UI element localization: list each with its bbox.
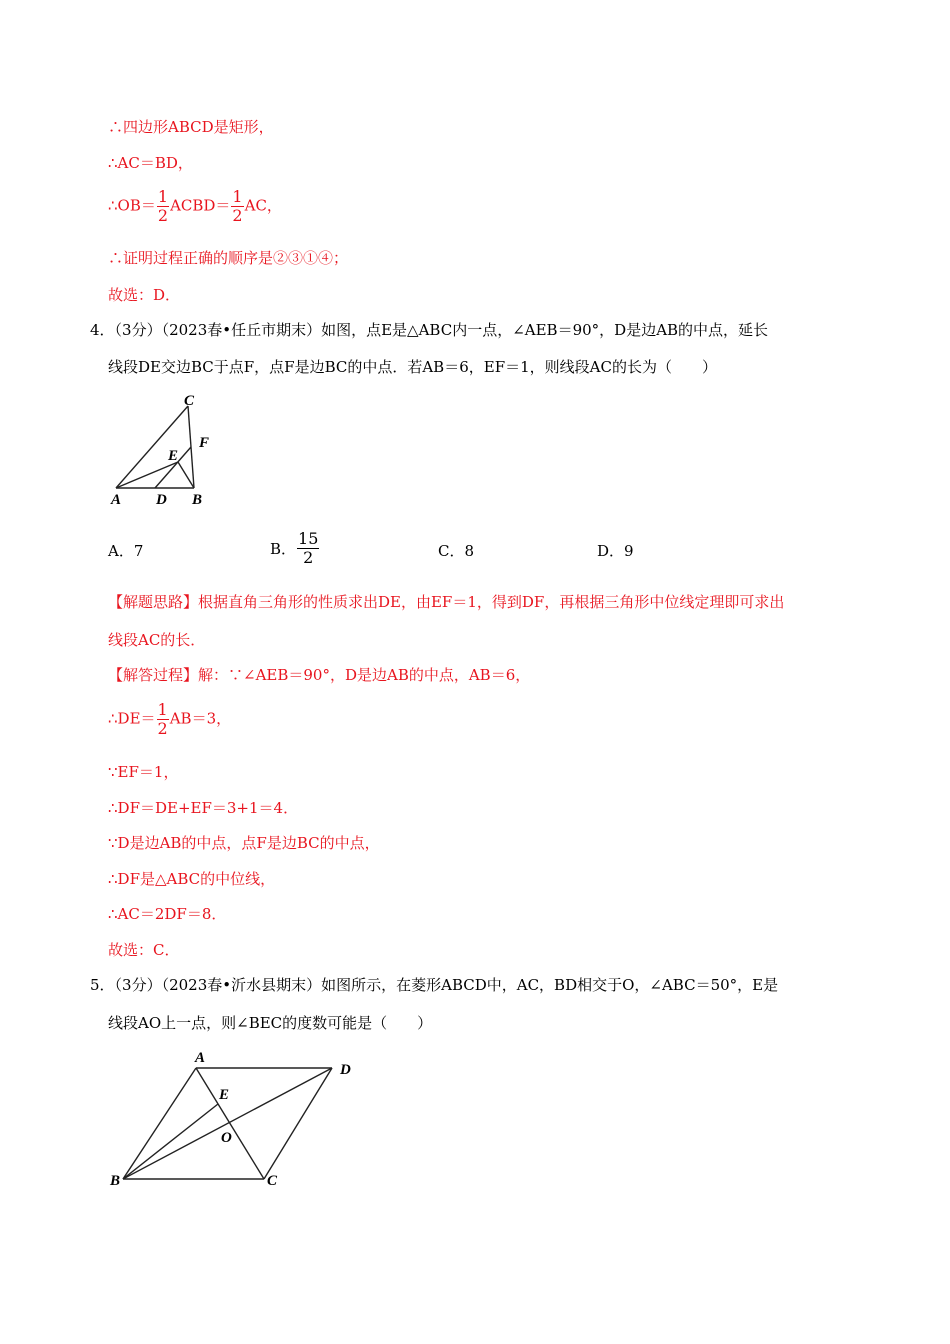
q4-label-e: E	[168, 448, 179, 464]
q4-stem-line1: 4．（3分）（2023春•任丘市期末）如图，点E是△ABC内一点，∠AEB＝90°，D是边AB的中点，延长	[90, 321, 769, 339]
q5-label-a: A	[195, 1050, 206, 1066]
q3-fraction-2: $\frac{1}{2}$	[232, 187, 243, 225]
q3-answer: 故选：D．	[108, 286, 181, 304]
q5-label-e: E	[219, 1087, 230, 1103]
q4-label-b: B	[192, 492, 203, 508]
q3-ob-equation	[108, 188, 282, 225]
q3-proof-order: ∴证明过程正确的顺序是②③①④；	[108, 249, 349, 267]
q5-label-c: C	[267, 1173, 278, 1189]
q4-solution-line4: ∴DF＝DE+EF＝3+1＝4．	[108, 799, 299, 817]
q4-option-b-fraction: $\frac{15}{2}$	[298, 529, 319, 567]
q5-stem-line1: 5．（3分）（2023春•沂水县期末）如图所示，在菱形ABCD中，AC，BD相交于O，∠ABC＝50°，E是	[90, 976, 779, 994]
q4-answer: 故选：C．	[108, 941, 180, 959]
q3-ob-part3: AC，	[244, 196, 282, 215]
q4-solution-line5: ∵D是边AB的中点，点F是边BC的中点，	[108, 834, 380, 852]
q4-option-b: B． $\frac{15}{2}$	[270, 529, 319, 567]
q5-stem-line2: 线段AO上一点，则∠BEC的度数可能是（ ）	[108, 1014, 433, 1032]
q4-triangle-figure	[104, 388, 234, 513]
q3-ob-part2: ACBD＝	[170, 196, 231, 215]
q5-label-d: D	[340, 1062, 351, 1078]
q4-solution-line6: ∴DF是△ABC的中位线，	[108, 870, 276, 888]
q3-rect-conclusion: ∴四边形ABCD是矩形，	[108, 118, 274, 136]
q4-option-a: A．7	[108, 542, 144, 560]
q3-fraction-1: $\frac{1}{2}$	[157, 187, 169, 225]
q5-label-o: O	[221, 1130, 232, 1146]
q4-solution-line2: ∴DE＝ $\frac{1}{2}$ AB＝3，	[108, 700, 232, 738]
q4-option-d: D．9	[597, 542, 634, 560]
q3-ac-eq-bd: ∴AC＝BD，	[108, 154, 193, 172]
q4-label-d: D	[156, 492, 167, 508]
q3-ob-part1: ∴OB＝	[108, 196, 156, 215]
q4-solution-line7: ∴AC＝2DF＝8．	[108, 905, 227, 923]
q4-option-c: C．8	[438, 542, 475, 560]
q4-idea-line2: 线段AC的长．	[108, 631, 206, 649]
q4-solution-line1: 【解答过程】解：∵∠AEB＝90°，D是边AB的中点，AB＝6，	[108, 666, 531, 684]
q4-label-c: C	[184, 393, 195, 409]
q4-label-a: A	[111, 492, 122, 508]
q4-stem-line2: 线段DE交边BC于点F，点F是边BC的中点．若AB＝6，EF＝1，则线段AC的长为（ ）	[108, 358, 717, 376]
q4-solution-fraction: $\frac{1}{2}$	[157, 700, 168, 738]
q4-solution-line3: ∵EF＝1，	[108, 763, 179, 781]
q5-rhombus-figure	[104, 1042, 364, 1192]
q4-label-f: F	[199, 435, 210, 451]
q4-idea-line1: 【解题思路】根据直角三角形的性质求出DE，由EF＝1，得到DF，再根据三角形中位线定理即可求出	[108, 593, 785, 611]
q5-label-b: B	[110, 1173, 121, 1189]
